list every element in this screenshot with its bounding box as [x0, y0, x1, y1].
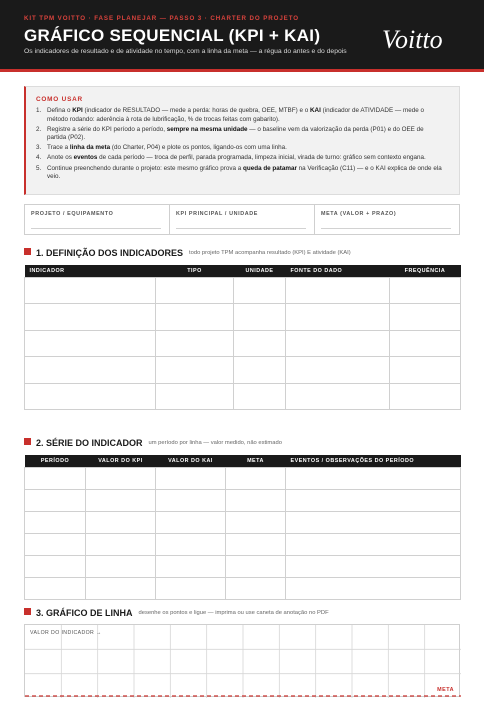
how-to-use-heading: COMO USAR — [36, 96, 83, 103]
table-cell[interactable] — [226, 467, 286, 489]
how-to-use-list — [36, 107, 444, 183]
section-note: um período por linha — valor medido, não estimado — [148, 439, 282, 446]
table-cell[interactable] — [286, 330, 390, 357]
indicator-row — [25, 304, 461, 331]
section-3-header — [24, 604, 329, 622]
table-cell[interactable] — [156, 330, 234, 357]
table-cell[interactable] — [390, 383, 461, 410]
table-cell[interactable] — [286, 277, 390, 304]
y-axis-label: VALOR DO INDICADOR → — [30, 630, 102, 636]
table-cell[interactable] — [156, 467, 226, 489]
series-row — [25, 555, 461, 577]
table-cell[interactable] — [286, 555, 461, 577]
table-cell[interactable] — [156, 577, 226, 599]
table-cell[interactable] — [25, 277, 156, 304]
column-header: UNIDADE — [234, 265, 286, 277]
column-header: META — [226, 455, 286, 467]
how-to-use-box — [24, 86, 460, 195]
table-cell[interactable] — [226, 555, 286, 577]
column-header: FREQUÊNCIA — [390, 265, 461, 277]
goal-line-label: META — [437, 687, 454, 693]
goal-field[interactable] — [315, 205, 459, 234]
column-header: VALOR DO KPI — [86, 455, 156, 467]
voitto-logo — [380, 22, 462, 52]
table-cell[interactable] — [25, 304, 156, 331]
column-header: FONTE DO DADO — [286, 265, 390, 277]
table-cell[interactable] — [390, 330, 461, 357]
table-cell[interactable] — [25, 511, 86, 533]
table-cell[interactable] — [25, 357, 156, 384]
table-cell[interactable] — [86, 489, 156, 511]
table-cell[interactable] — [234, 357, 286, 384]
table-cell[interactable] — [226, 577, 286, 599]
kicker-brand: KIT TPM VOITTO — [24, 15, 86, 22]
series-row — [25, 577, 461, 599]
header-accent-line — [0, 69, 484, 72]
table-cell[interactable] — [234, 383, 286, 410]
table-cell[interactable] — [86, 511, 156, 533]
section-title: 3. GRÁFICO DE LINHA — [36, 607, 133, 618]
section-marker — [24, 248, 31, 255]
table-cell[interactable] — [234, 330, 286, 357]
series-row — [25, 489, 461, 511]
table-cell[interactable] — [156, 277, 234, 304]
table-cell[interactable] — [234, 304, 286, 331]
table-cell[interactable] — [286, 489, 461, 511]
section-note: todo projeto TPM acompanha resultado (KPI) E atividade (KAI) — [189, 249, 351, 256]
table-cell[interactable] — [86, 533, 156, 555]
table-cell[interactable] — [390, 357, 461, 384]
project-info-fields — [24, 204, 460, 235]
indicator-row — [25, 330, 461, 357]
indicator-row — [25, 357, 461, 384]
indicators-definition-table — [24, 265, 461, 410]
how-to-item-1: 1. Defina o KPI (indicador de RESULTADO — mede a perda: horas de quebra, OEE, MTBF) e o KAI (indicador de ATIVIDADE — mede o método rodando: aderência à rota de lubrificação, % de trocas feitas com gabarito). — [36, 107, 424, 123]
series-row — [25, 511, 461, 533]
table-cell[interactable] — [86, 577, 156, 599]
table-cell[interactable] — [25, 467, 86, 489]
table-cell[interactable] — [156, 489, 226, 511]
page-subtitle: Os indicadores de resultado e de atividade no tempo, com a linha da meta — a régua do antes e do depois — [24, 48, 347, 55]
indicator-series-table — [24, 455, 461, 600]
how-to-item-5: 5. Continue preenchendo durante o projeto: este mesmo gráfico prova a queda de patamar na Verificação (C11) — e o KAI explica de onde ela veio. — [36, 164, 442, 181]
table-cell[interactable] — [156, 511, 226, 533]
kpi-unit-field[interactable] — [170, 205, 315, 234]
how-to-item-2: 2. Registre a série do KPI período a período, sempre na mesma unidade — o baseline vem da valorização da perda (P01) e do OEE de partida (P02). — [36, 125, 424, 142]
field-label: PROJETO / EQUIPAMENTO — [31, 211, 114, 217]
table-cell[interactable] — [286, 533, 461, 555]
table-cell[interactable] — [234, 277, 286, 304]
table-cell[interactable] — [390, 277, 461, 304]
header-kicker: KIT TPM VOITTO · FASE PLANEJAR — PASSO 3 · CHARTER DO PROJETO — [24, 15, 299, 22]
table-cell[interactable] — [156, 304, 234, 331]
table-cell[interactable] — [25, 489, 86, 511]
series-row — [25, 533, 461, 555]
how-to-item-4: 4. Anote os eventos de cada período — troca de perfil, parada programada, limpeza inicial, virada de turno: gráfico sem contexto engana. — [36, 154, 426, 162]
field-label: META (VALOR + PRAZO) — [321, 211, 397, 217]
table-cell[interactable] — [286, 304, 390, 331]
table-cell[interactable] — [156, 383, 234, 410]
voitto-logo-icon — [380, 22, 462, 56]
section-marker — [24, 438, 31, 445]
section-2-header — [24, 434, 282, 452]
write-line — [176, 228, 306, 229]
column-header: EVENTOS / OBSERVAÇÕES DO PERÍODO — [286, 455, 461, 467]
table-cell[interactable] — [156, 533, 226, 555]
table-cell[interactable] — [25, 383, 156, 410]
table-cell[interactable] — [286, 467, 461, 489]
field-label: KPI PRINCIPAL / UNIDADE — [176, 211, 258, 217]
series-row — [25, 467, 461, 489]
kicker-step: CHARTER DO PROJETO — [210, 15, 299, 22]
kicker-phase: FASE PLANEJAR — PASSO 3 — [94, 15, 203, 22]
table-cell[interactable] — [286, 577, 461, 599]
write-line — [321, 228, 451, 229]
column-header: PERÍODO — [25, 455, 86, 467]
table-cell[interactable] — [286, 383, 390, 410]
table-cell[interactable] — [156, 555, 226, 577]
logo-text: Voitto — [382, 25, 443, 54]
line-chart-grid[interactable] — [24, 624, 460, 697]
table-cell[interactable] — [226, 533, 286, 555]
section-title: 2. SÉRIE DO INDICADOR — [36, 437, 143, 448]
table-cell[interactable] — [390, 304, 461, 331]
table-cell[interactable] — [286, 357, 390, 384]
column-header: INDICADOR — [25, 265, 156, 277]
page-title: GRÁFICO SEQUENCIAL (KPI + KAI) — [24, 26, 321, 45]
section-marker — [24, 608, 31, 615]
table-cell[interactable] — [226, 511, 286, 533]
indicator-row — [25, 277, 461, 304]
table-cell[interactable] — [86, 467, 156, 489]
project-equipment-field[interactable] — [25, 205, 170, 234]
table-cell[interactable] — [25, 330, 156, 357]
section-1-header — [24, 244, 351, 262]
table-cell[interactable] — [25, 555, 86, 577]
column-header: VALOR DO KAI — [156, 455, 226, 467]
table-cell[interactable] — [86, 555, 156, 577]
table-cell[interactable] — [286, 511, 461, 533]
indicator-row — [25, 383, 461, 410]
table-cell[interactable] — [25, 533, 86, 555]
table-cell[interactable] — [156, 357, 234, 384]
section-title: 1. DEFINIÇÃO DOS INDICADORES — [36, 247, 184, 258]
write-line — [31, 228, 161, 229]
how-to-item-3: 3. Trace a linha da meta (do Charter, P04) e plote os pontos, ligando-os com uma linha. — [36, 144, 287, 152]
column-header: TIPO — [156, 265, 234, 277]
page-header — [0, 0, 484, 72]
section-note: desenhe os pontos e ligue — imprima ou use caneta de anotação no PDF — [138, 609, 329, 616]
table-cell[interactable] — [25, 577, 86, 599]
table-cell[interactable] — [226, 489, 286, 511]
